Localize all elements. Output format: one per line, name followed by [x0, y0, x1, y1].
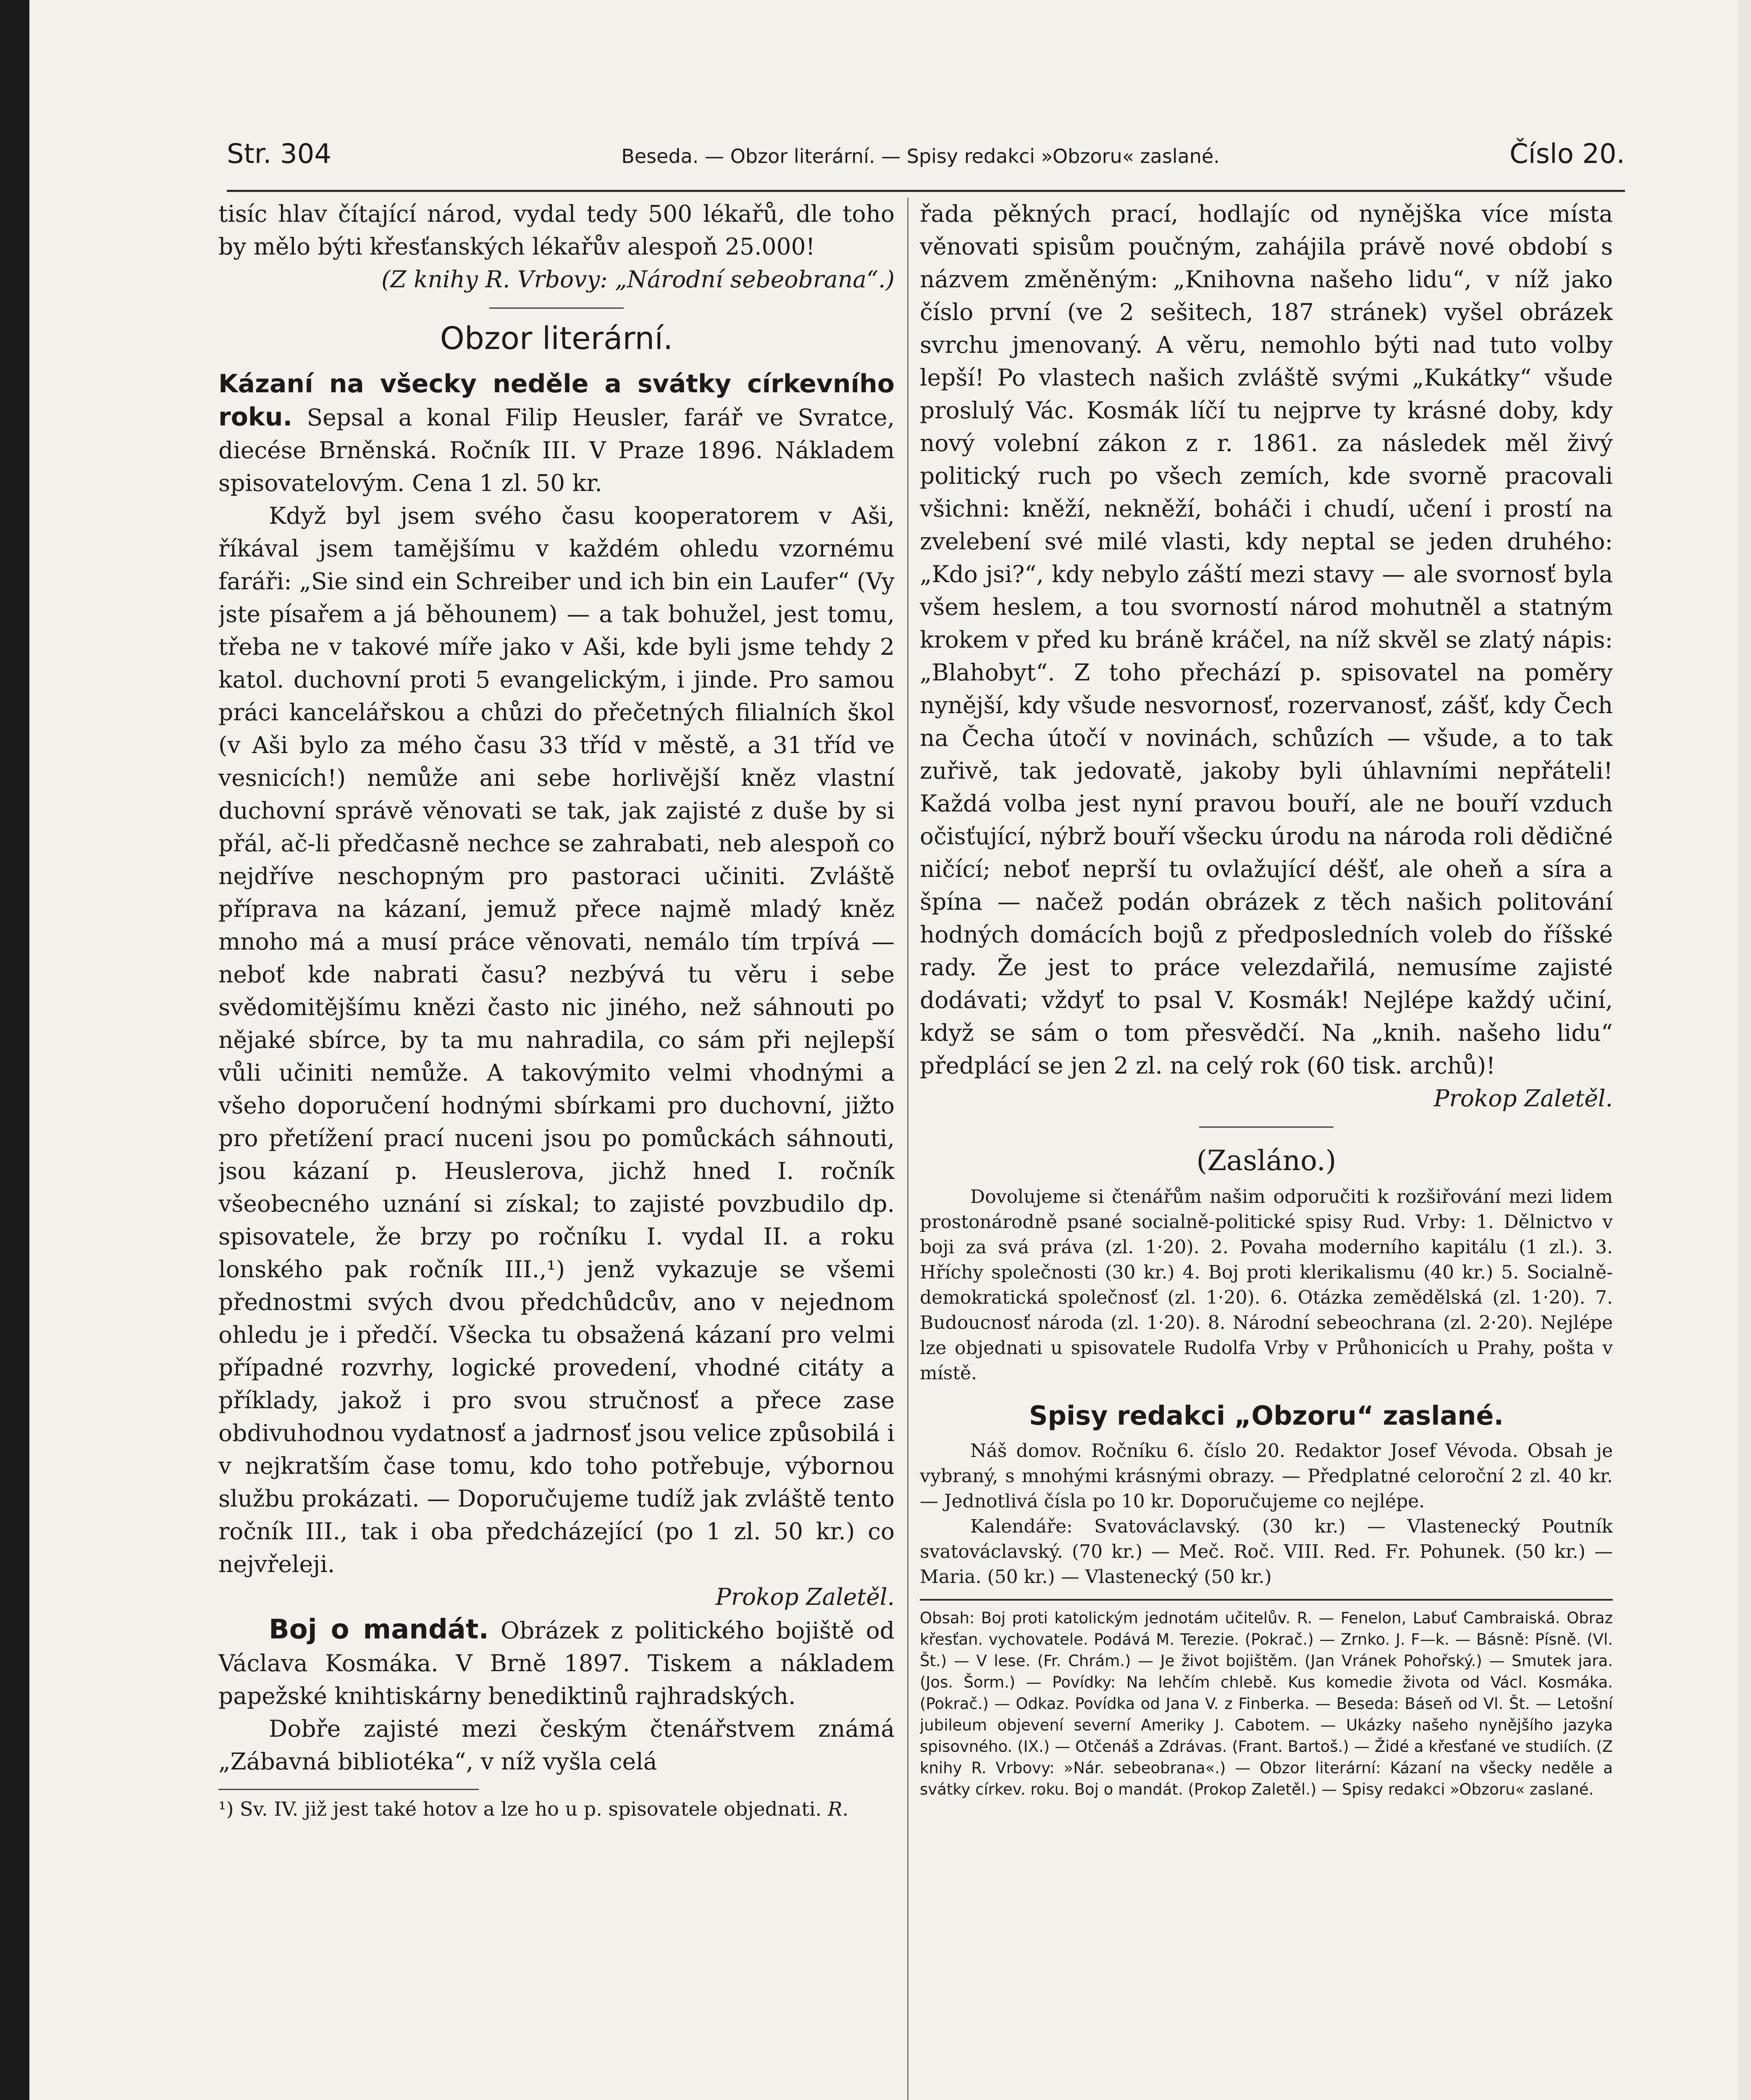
section-title: Obzor literární.	[440, 320, 673, 357]
review2-signature: Prokop Zaletěl.	[1433, 1085, 1613, 1112]
review2-body-start: Dobře zajisté mezi českým čtenářstvem známá „Zábavná bibliotéka“, v níž vyšla celá	[218, 1715, 895, 1775]
issue-number: Číslo 20.	[1509, 139, 1625, 170]
review2-title: Boj o mandát.	[269, 1614, 489, 1645]
spisy-body-2: Kalendáře: Svatováclavský. (30 kr.) — Vlastenecký Poutník svatováclavský. (70 kr.) — Meč. Roč. VIII. Red. Fr. Pohunek. (50 kr.) — Maria. (50 kr.) — Vlastenecký (50 kr.)	[920, 1516, 1613, 1588]
zaslano-title: (Zasláno.)	[1196, 1144, 1336, 1177]
review1-meta: Sepsal a konal Filip Heusler, farář ve Svratce, diecése Brněnská. Ročník III. V Praze 1896. Nákladem spisovatelovým. Cena 1 zl. 50 kr.	[218, 404, 895, 496]
scan-edge-right	[1738, 0, 1751, 2100]
review2-heading	[218, 1613, 895, 1712]
column-divider	[907, 197, 908, 2100]
contents-rule	[920, 1599, 1613, 1601]
right-column	[920, 197, 1613, 2100]
footnote	[218, 1796, 895, 1822]
divider	[1199, 1126, 1334, 1128]
review1-heading	[218, 368, 895, 499]
footnote-text: ¹) Sv. IV. již jest také hotov a lze ho u p. spisovatele objednati.	[218, 1798, 822, 1820]
running-header	[227, 139, 1625, 192]
header-sections: Beseda. — Obzor literární. — Spisy redakci »Obzoru« zaslané.	[621, 145, 1220, 168]
review2-continuation: řada pěkných prací, hodlajíc od nynějška více místa věnovati spisům poučným, zahájila právě nové období s názvem změněným: „Knihovna našeho lidu“, v níž jako číslo první (ve 2 sešitech, 187 stránek) vyšel obrázek svrchu jmenovaný. A věru, nemohlo býti nad tuto volby lepší! Po vlastech našich zvláště svými „Kukátky“ všude proslulý Vác. Kosmák líčí tu nejprve ty krásné doby, kdy nový volební zákon z r. 1861. za následek měl živý politický ruch po všech zemích, kde svorně pracovali všichni: kněží, nekněží, boháči i chudí, učení i prostí na zvelebení své milé vlasti, kdy neptal se jeden druhého: „Kdo jsi?“, kdy nebylo záští mezi stavy — ale svornosť byla všem heslem, a tou svorností národ mohutněl a statným krokem v před ku bráně kráčel, na níž skvěl se zlatý nápis: „Blahobyt“. Z toho přechází p. spisovatel na poměry nynější, kdy všude nesvornosť, rozervanosť, zášť, kdy Čech na Čecha útočí v novinách, schůzích — všude, a to tak zuřivě, tak jedovatě, jakoby byli úhlavními nepřáteli! Každá volba jest nyní pravou bouří, ale ne bouří vzduch očisťující, nýbrž bouří všecku úrodu na národa roli dědičné ničící; neboť neprší tu ovlažující déšť, ale oheň a síra a špína — načež podán obrázek z těch našich politování hodných domácích bojů z předposledních voleb do říšské rady. Že jest to práce velezdařilá, nemusíme zajisté dodávati; vždyť to psal V. Kosmák! Nejlépe každý učiní, když se sám o tom přesvědčí. Na „knih. našeho lidu“ předplácí se jen 2 zl. na celý rok (60 tisk. archů)!	[920, 200, 1613, 1079]
footnote-signature: R.	[827, 1798, 848, 1820]
review1-title: Kázaní na všecky neděle a svátky církevního roku.	[218, 369, 895, 432]
spisy-body-1: Náš domov. Ročníku 6. číslo 20. Redaktor Josef Vévoda. Obsah je vybraný, s mnohými krásnými obrazy. — Předplatné celoroční 2 zl. 40 kr. — Jednotlivá čísla po 10 kr. Doporučujeme co nejlépe.	[920, 1440, 1613, 1512]
zaslano-body: Dovolujeme si čtenářům našim odporučiti k rozšiřování mezi lidem prostonárodně psané socialně-politické spisy Rud. Vrby: 1. Dělnictvo v boji za svá práva (zl. 1·20). 2. Povaha moderního kapitálu (1 zl.). 3. Hříchy společnosti (30 kr.) 4. Boj proti klerikalismu (40 kr.) 5. Socialně-demokratická společnosť (zl. 1·20). 6. Otázka zemědělská (zl. 1·20). 7. Budoucnosť národa (zl. 1·20). 8. Národní sebeochrana (zl. 2·20). Nejlépe lze objednati u spisovatele Rudolfa Vrby v Průhonicích u Prahy, pošta v místě.	[920, 1186, 1613, 1384]
review2-meta: Obrázek z politického bojiště od Václava Kosmáka. V Brně 1897. Tiskem a nákladem papežské knihtiskárny benediktinů rajhradských.	[218, 1617, 895, 1709]
spisy-title: Spisy redakci „Obzoru“ zaslané.	[1029, 1400, 1504, 1431]
page-number: Str. 304	[227, 139, 331, 170]
review1-body: Když byl jsem svého času kooperatorem v Aši, říkával jsem tamějšímu v každém ohledu vzornému faráři: „Sie sind ein Schreiber und ich bin ein Laufer“ (Vy jste písařem a já běhounem) — a tak bohužel, jest tomu, třeba ne v takové míře jako v Aši, kde byli jsme tehdy 2 katol. duchovní proti 5 evangelickým, i jinde. Pro samou práci kancelářskou a chůzi do přečetných filialních škol (v Aši bylo za mého času 33 tříd v městě, a 31 tříd ve vesnicích!) nemůže ani sebe horlivější kněz vlastní duchovní správě věnovati se tak, jak zajisté z duše by si přál, ač-li předčasně nechce se zahrabati, neb alespoň co nejdříve neschopným pro pastoraci učiniti. Zvláště příprava na kázaní, jemuž přece najmě mladý kněz mnoho má a musí práce věnovati, nemálo tím trpívá — neboť kde nabrati času? nezbývá tu věru i sebe svědomitějšímu knězi často nic jiného, než sáhnouti po nějaké sbírce, by ta mu nahradila, co sám při nejlepší vůli učiniti nemůže. A takovýmito velmi vhodnými a všeho doporučení hodnými sbírkami pro duchovní, jižto pro přetížení prací nuceni jsou po pomůckách sáhnouti, jsou kázaní p. Heuslerova, jichž hned I. ročník všeobecného uznání si získal; to zajisté povzbudilo dp. spisovatele, že brzy po ročníku I. vydal II. a roku lonského pak ročník III.,¹) jenž vykazuje se všemi přednostmi svých dvou předchůdcův, ano v nejednom ohledu je i předčí. Všecka tu obsažená kázaní pro velmi případné rozvrhy, logické provedení, vhodné citáty a příklady, jakož i pro svou stručnosť a přece zase obdivuhodnou vydatnosť a jadrnosť jsou velice způsobilá i v nejkratším čase tomu, kdo toho potřebuje, výbornou službu prokázati. — Doporučujeme tudíž jak zvláště tento ročník III., tak i oba předcházející (po 1 zl. 50 kr.) co nejvřeleji.	[218, 502, 895, 1578]
scan-edge	[0, 0, 29, 2100]
review1-signature: Prokop Zaletěl.	[715, 1583, 895, 1610]
left-column	[218, 197, 895, 2100]
intro-source: (Z knihy R. Vrbovy: „Národní sebeobrana“.)	[381, 266, 895, 293]
intro-paragraph: tisíc hlav čítající národ, vydal tedy 500 lékařů, dle toho by mělo býti křesťanských lékařův alespoň 25.000!	[218, 200, 895, 260]
divider	[489, 307, 624, 309]
issue-contents: Obsah: Boj proti katolickým jednotám učitelův. R. — Fenelon, Labuť Cambraiská. Obraz křesťan. vychovatele. Podává M. Terezie. (Pokrač.) — Zrnko. J. F—k. — Básně: Písně. (Vl. Št.) — V lese. (Fr. Chrám.) — Je život bojištěm. (Jan Vránek Pohořský.) — Smutek jara. (Jos. Šorm.) — Povídky: Na lehčím chlebě. Kus komedie života od Václ. Kosmáka. (Pokrač.) — Odkaz. Povídka od Jana V. z Finberka. — Beseda: Báseň od Vl. Št. — Letošní jubileum objevení severní Ameriky J. Cabotem. — Ukázky našeho nynějšího jazyka spisovného. (IX.) — Otčenáš a Zdrávas. (Frant. Bartoš.) — Židé a křesťané ve studiích. (Z knihy R. Vrbovy: »Nár. sebeobrana«.) — Obzor literární: Kázaní na všecky neděle a svátky církev. roku. Boj o mandát. (Prokop Zaletěl.) — Spisy redakci »Obzoru« zaslané.	[920, 1609, 1613, 1798]
footnote-rule	[218, 1789, 479, 1790]
